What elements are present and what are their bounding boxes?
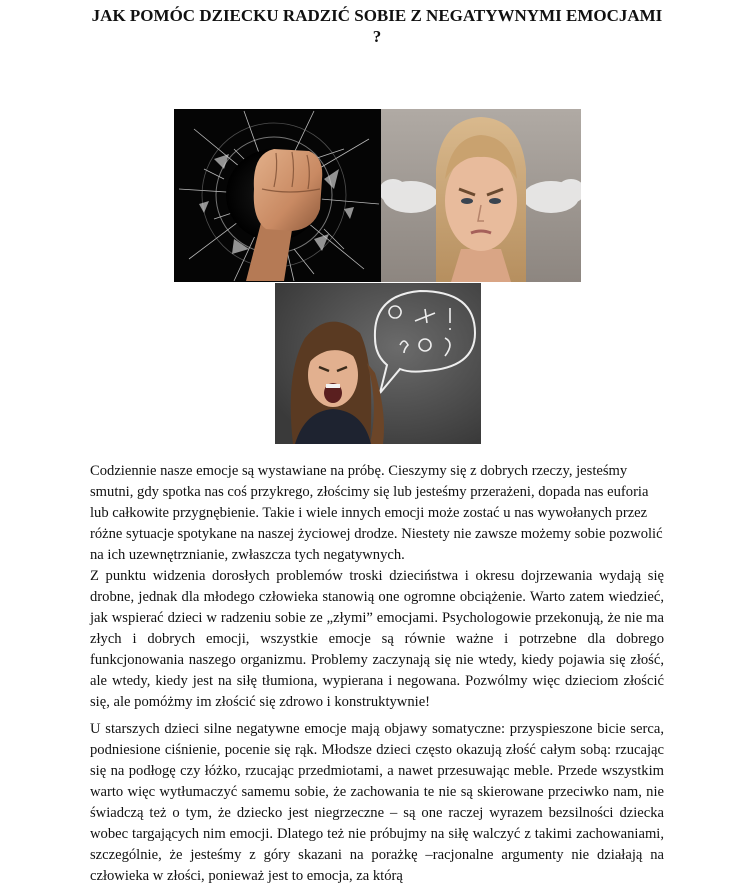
document-title: JAK POMÓC DZIECKU RADZIĆ SOBIE Z NEGATYWNYMI EMOCJAMI ? (91, 6, 663, 46)
fist-breaking-glass-image (174, 109, 381, 282)
paragraph-intro: Codziennie nasze emocje są wystawiane na próbę. Cieszymy się z dobrych rzeczy, jesteśmy smutni, gdy spotka nas coś przykrego, złościmy się lub jesteśmy przerażeni, dopada nas euforia lub całkowite przygnębienie. Takie i wiele innych emocji może zostać u nas wywołanych przez różne sytuacje spotykane na naszej życiowej drodze. Niestety nie zawsze możemy sobie pozwolić na ich uzewnętrznianie, zwłaszcza tych negatywnych. (90, 463, 663, 563)
paragraph-somatic-symptoms: U starszych dzieci silne negatywne emocje mają objawy somatyczne: przyspieszone bicie serca, podniesione ciśnienie, pocenie się rąk. Młodsze dzieci często okazują złość całym sobą: rzucając się na podłogę czy łóżko, rzucając przedmiotami, a nawet przesuwając meble. Przede wszystkim warto więc wytłumaczyć samemu sobie, że zachowania te nie są skierowane przeciwko nam, nie świadczą też o tym, że dziecko jest niegrzeczne – są one raczej wyrazem bezsilności dziecka wobec targających nim emocji. Dlatego też nie próbujmy na siłę walczyć z takimi zachowaniami, szczególnie, że jesteśmy z góry skazani na porażkę –racjonalne argumenty nie działają na człowieka w złości, ponieważ jest to emocja, za którą (90, 721, 664, 884)
paragraph-adult-perspective: Z punktu widzenia dorosłych problemów troski dzieciństwa i okresu dojrzewania wydają się drobne, jednak dla młodego człowieka stanowią one ogromne obciążenie. Warto zatem wiedzieć, jak wspierać dzieci w radzeniu sobie ze „złymi” emocjami. Psychologowie przekonują, że nie ma złych i dobrych emocji, wszystkie emocje są równie ważne i potrzebne dla dobrego funkcjonowania naszego organizmu. Problemy zaczynają się nie wtedy, kiedy pojawia się złość, ale wtedy, kiedy jest na siłę tłumiona, wypierana i negowana. Pozwólmy więc dzieciom złościć się, ale pomóżmy im złościć się zdrowo i konstruktywnie! (90, 568, 664, 710)
screaming-woman-image (275, 283, 481, 444)
angry-woman-image (381, 109, 581, 282)
